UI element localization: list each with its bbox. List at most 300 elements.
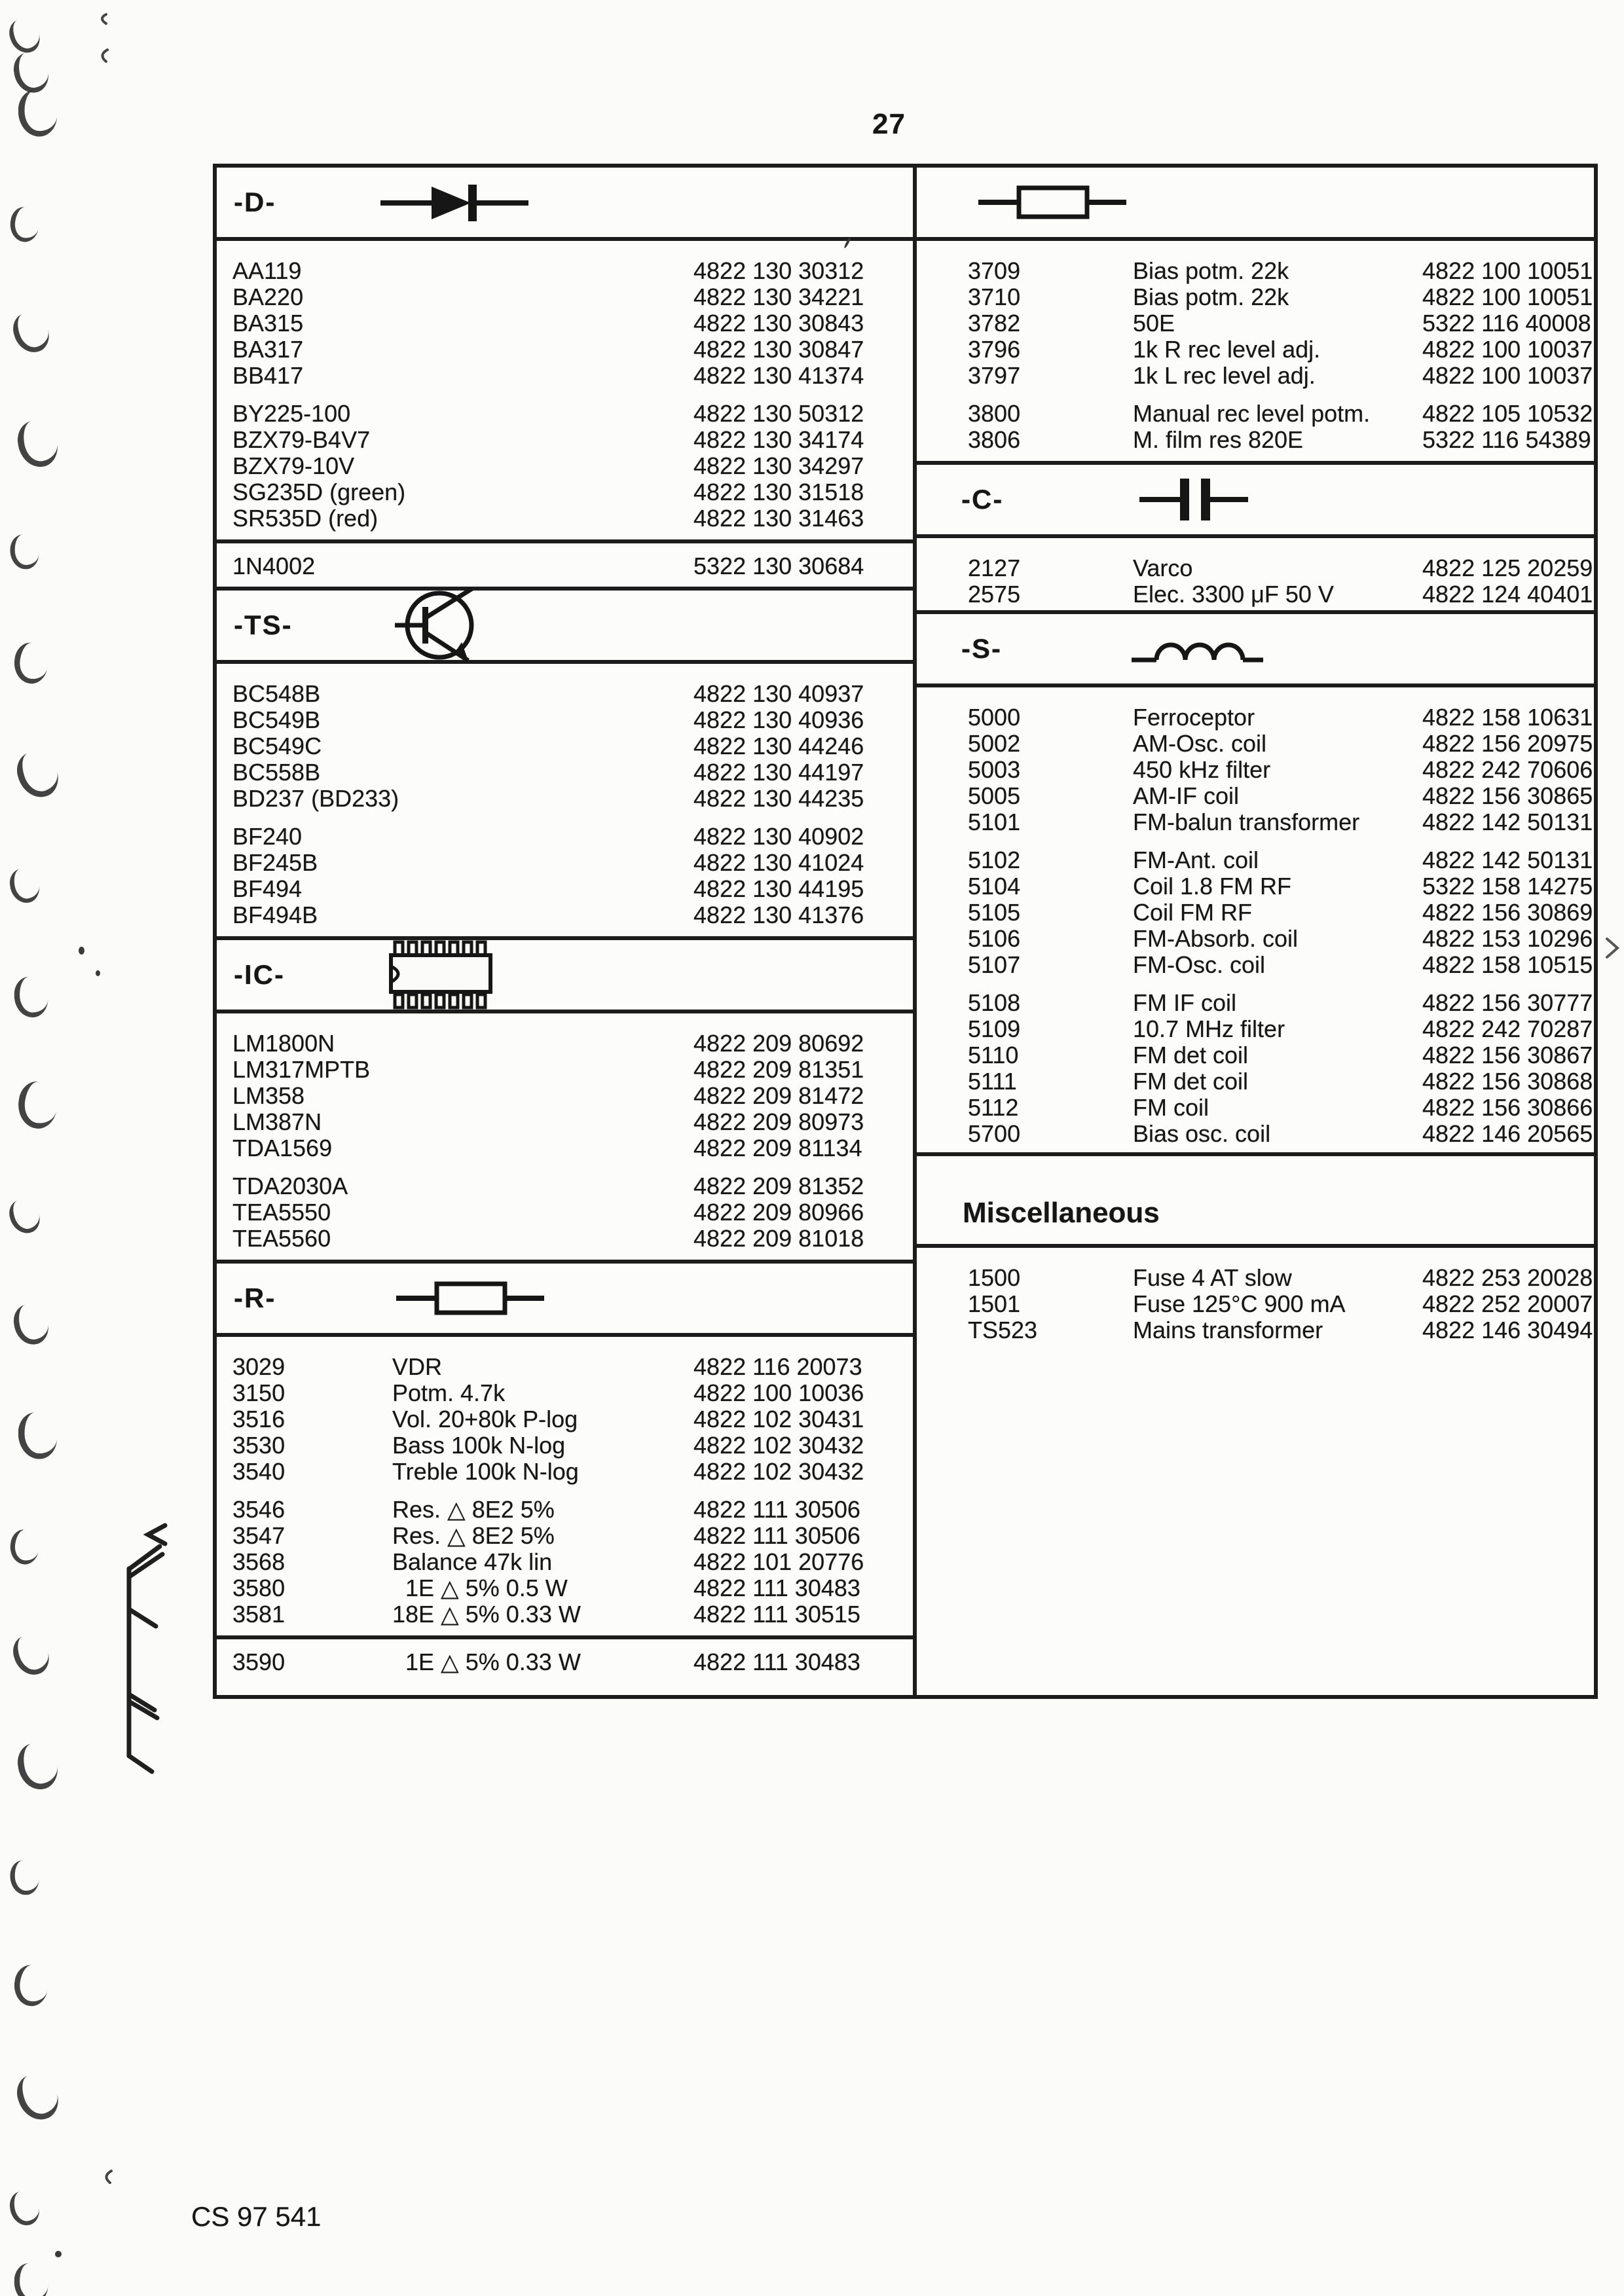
part-ref: 3547 <box>232 1522 286 1549</box>
part-description: Bias osc. coil <box>1133 1120 1271 1147</box>
part-ref: 1500 <box>968 1264 1021 1291</box>
part-ref: 3782 <box>968 310 1021 337</box>
part-row <box>917 1068 1594 1095</box>
part-name: LM387N <box>232 1108 322 1135</box>
part-description: 450 kHz filter <box>1133 756 1271 783</box>
part-description: 1E △ 5% 0.33 W <box>392 1649 581 1675</box>
resistor-symbol-icon <box>977 183 1128 221</box>
binding-mark-artifact <box>15 418 61 470</box>
part-row <box>217 1354 913 1380</box>
part-name: BF494B <box>232 902 318 928</box>
part-description: Res. △ 8E2 5% <box>392 1496 555 1523</box>
part-code: 5322 130 30684 <box>693 553 864 579</box>
part-description: VDR <box>392 1353 443 1380</box>
part-code: 5322 158 14275 <box>1422 873 1593 900</box>
binding-mark-artifact <box>9 308 53 357</box>
part-row <box>917 1016 1594 1042</box>
part-row <box>217 453 913 479</box>
part-ref: 3546 <box>232 1496 286 1523</box>
part-description: Vol. 20+80k P-log <box>392 1406 578 1432</box>
pen-annotation-artifact <box>117 1512 182 1787</box>
part-code: 4822 130 40902 <box>693 823 864 850</box>
part-row <box>217 1575 913 1601</box>
part-name: BB417 <box>232 362 304 389</box>
part-row <box>917 731 1594 757</box>
part-name: BC549B <box>232 706 321 733</box>
part-code: 4822 142 50131 <box>1422 809 1593 835</box>
part-description: Bias potm. 22k <box>1133 257 1289 284</box>
part-name: BC548B <box>232 680 321 707</box>
parts-list-cell <box>217 241 913 543</box>
binding-mark-artifact <box>12 746 64 803</box>
part-ref: 3568 <box>232 1548 286 1575</box>
speck-artifact <box>55 2251 62 2257</box>
part-row <box>917 1042 1594 1068</box>
part-code: 4822 130 40937 <box>693 680 864 707</box>
part-code: 4822 158 10515 <box>1422 951 1593 978</box>
part-row <box>217 258 913 284</box>
part-code: 4822 242 70606 <box>1422 756 1593 783</box>
part-code: 4822 146 20565 <box>1422 1120 1593 1147</box>
part-ref: 5101 <box>968 809 1021 835</box>
part-row <box>217 337 913 363</box>
part-row <box>217 1601 913 1628</box>
part-name: TEA5560 <box>232 1225 331 1252</box>
part-row <box>917 1121 1594 1147</box>
part-ref: 3516 <box>232 1406 286 1432</box>
part-code: 4822 146 30494 <box>1422 1317 1593 1343</box>
parts-list-cell <box>217 1013 913 1264</box>
part-code: 4822 130 34174 <box>693 426 864 453</box>
part-description: Potm. 4.7k <box>392 1379 506 1406</box>
part-ref: 3580 <box>232 1575 286 1601</box>
part-code: 4822 102 30432 <box>693 1458 864 1485</box>
part-row <box>217 1380 913 1406</box>
part-name: SG235D (green) <box>232 479 406 505</box>
part-code: 4822 156 30867 <box>1422 1042 1593 1068</box>
part-ref: 5005 <box>968 782 1021 809</box>
section-label: -S- <box>961 633 1002 664</box>
part-description: Varco <box>1133 555 1193 581</box>
part-description: Coil FM RF <box>1133 899 1252 926</box>
part-ref: 1501 <box>968 1290 1021 1317</box>
binding-mark-artifact <box>5 1195 43 1237</box>
part-ref: 3540 <box>232 1458 286 1485</box>
binding-mark-artifact <box>18 1412 57 1459</box>
part-name: BF240 <box>232 823 303 850</box>
part-name: BD237 (BD233) <box>232 785 399 812</box>
part-row <box>917 757 1594 783</box>
part-description: FM-balun transformer <box>1133 809 1360 835</box>
part-code: 4822 156 30869 <box>1422 899 1593 926</box>
part-code: 4822 209 81018 <box>693 1225 864 1252</box>
part-ref: 5102 <box>968 847 1021 873</box>
part-row <box>217 1549 913 1575</box>
speck-artifact <box>79 947 84 955</box>
part-code: 4822 156 30868 <box>1422 1068 1593 1095</box>
part-code: 4822 209 81351 <box>693 1056 864 1083</box>
part-ref: 3150 <box>232 1379 286 1406</box>
part-ref: 3590 <box>232 1649 286 1675</box>
section-header <box>217 1264 913 1337</box>
part-name: BA315 <box>232 310 304 337</box>
part-row <box>217 681 913 707</box>
part-row <box>217 363 913 389</box>
part-code: 4822 130 40936 <box>693 706 864 733</box>
part-ref: 5003 <box>968 756 1021 783</box>
part-row <box>917 1265 1594 1291</box>
part-description: FM coil <box>1133 1094 1209 1121</box>
section-label: Miscellaneous <box>963 1197 1160 1229</box>
part-row <box>217 1459 913 1485</box>
part-ref: 5108 <box>968 989 1021 1016</box>
inductor-symbol-icon <box>1130 629 1264 668</box>
binding-mark-artifact <box>8 866 42 905</box>
part-row <box>217 1406 913 1432</box>
part-ref: 2127 <box>968 555 1021 581</box>
part-row <box>217 1226 913 1252</box>
part-row <box>917 1317 1594 1343</box>
part-ref: 5107 <box>968 951 1021 978</box>
part-ref: TS523 <box>968 1317 1038 1343</box>
part-ref: 3029 <box>232 1353 286 1380</box>
part-row <box>917 258 1594 284</box>
part-name: BA317 <box>232 336 304 363</box>
binding-mark-artifact <box>8 205 42 244</box>
part-code: 4822 116 20073 <box>693 1353 862 1380</box>
section-label: -D- <box>234 187 276 217</box>
parts-list-cell <box>217 543 913 591</box>
part-row <box>917 926 1594 952</box>
parts-list-cell <box>917 241 1594 465</box>
binding-mark-artifact <box>10 1861 39 1895</box>
part-row <box>217 1030 913 1057</box>
part-row <box>217 505 913 532</box>
part-code: 4822 253 20028 <box>1422 1264 1593 1291</box>
part-ref: 3800 <box>968 400 1021 427</box>
part-description: AM-Osc. coil <box>1133 730 1267 757</box>
part-code: 4822 209 80966 <box>693 1199 864 1226</box>
part-row <box>217 479 913 505</box>
part-row <box>217 284 913 310</box>
part-code: 4822 156 30865 <box>1422 782 1593 809</box>
part-description: 1k L rec level adj. <box>1133 362 1316 389</box>
part-description: FM-Ant. coil <box>1133 847 1259 873</box>
part-code: 4822 124 40401 <box>1422 581 1593 608</box>
part-code: 4822 130 50312 <box>693 400 864 427</box>
part-code: 4822 209 80692 <box>693 1030 864 1057</box>
part-ref: 3709 <box>968 257 1021 284</box>
document-code: CS 97 541 <box>191 2201 322 2232</box>
part-code: 4822 130 30847 <box>693 336 864 363</box>
part-row <box>917 363 1594 389</box>
part-description: 50E <box>1133 310 1175 337</box>
part-code: 4822 111 30483 <box>693 1649 860 1675</box>
part-code: 5322 116 54389 <box>1422 426 1591 453</box>
part-row <box>917 1095 1594 1121</box>
part-description: M. film res 820E <box>1133 426 1304 453</box>
part-ref: 5109 <box>968 1015 1021 1042</box>
part-description: 1E △ 5% 0.5 W <box>392 1575 568 1601</box>
section-label: -R- <box>234 1283 276 1313</box>
part-row <box>217 850 913 876</box>
binding-mark-artifact <box>11 1302 51 1347</box>
part-ref: 3806 <box>968 426 1021 453</box>
section-header <box>217 168 913 241</box>
part-ref: 5105 <box>968 899 1021 926</box>
part-code: 4822 130 34297 <box>693 452 864 479</box>
part-row <box>917 704 1594 731</box>
part-ref: 3581 <box>232 1601 286 1628</box>
parts-list-cell <box>217 664 913 940</box>
speck-artifact <box>96 970 100 976</box>
section-header <box>217 940 913 1013</box>
part-code: 4822 101 20776 <box>693 1548 864 1575</box>
edge-tick-artifact <box>1603 935 1623 961</box>
part-code: 4822 111 30483 <box>693 1575 860 1601</box>
squiggle-artifact <box>94 2164 120 2197</box>
part-row <box>917 581 1594 608</box>
part-row <box>917 284 1594 310</box>
part-row <box>217 427 913 453</box>
parts-list-cell <box>917 687 1594 1156</box>
binding-mark-artifact <box>14 977 48 1017</box>
part-description: AM-IF coil <box>1133 782 1239 809</box>
part-code: 4822 209 80973 <box>693 1108 864 1135</box>
part-row <box>217 759 913 786</box>
section-header <box>917 168 1594 241</box>
part-ref: 5700 <box>968 1120 1021 1147</box>
parts-table <box>213 164 1598 1699</box>
section-header <box>917 1156 1594 1248</box>
part-code: 4822 242 70287 <box>1422 1015 1593 1042</box>
part-code: 4822 153 10296 <box>1422 925 1593 952</box>
part-name: BA220 <box>232 283 304 310</box>
part-row <box>217 707 913 733</box>
part-name: LM1800N <box>232 1030 335 1057</box>
part-ref: 5104 <box>968 873 1021 900</box>
part-code: 4822 105 10532 <box>1422 400 1593 427</box>
part-ref: 5112 <box>968 1094 1019 1121</box>
part-code: 4822 100 10051 <box>1422 257 1593 284</box>
part-code: 4822 130 30843 <box>693 310 864 337</box>
part-ref: 3796 <box>968 336 1021 363</box>
part-name: BZX79-10V <box>232 452 355 479</box>
part-row <box>917 401 1594 427</box>
part-description: Ferroceptor <box>1133 704 1255 731</box>
part-row <box>917 427 1594 453</box>
part-code: 4822 130 34221 <box>693 283 864 310</box>
part-row <box>217 401 913 427</box>
part-name: AA119 <box>232 257 302 284</box>
part-row <box>217 310 913 337</box>
section-header <box>917 614 1594 687</box>
part-row <box>217 1109 913 1135</box>
binding-mark-artifact <box>18 90 57 136</box>
part-code: 4822 158 10631 <box>1422 704 1593 731</box>
part-row <box>217 1523 913 1549</box>
part-description: 10.7 MHz filter <box>1133 1015 1285 1042</box>
part-name: TEA5550 <box>232 1199 331 1226</box>
section-label: -IC- <box>234 959 285 990</box>
part-description: Treble 100k N-log <box>392 1458 579 1485</box>
part-code: 5322 116 40008 <box>1422 310 1591 337</box>
part-description: 1k R rec level adj. <box>1133 336 1321 363</box>
binding-mark-artifact <box>14 2263 48 2296</box>
binding-mark-artifact <box>5 15 43 57</box>
part-code: 4822 130 44246 <box>693 733 864 759</box>
part-code: 4822 100 10036 <box>693 1379 864 1406</box>
part-ref: 3530 <box>232 1432 286 1459</box>
part-row <box>217 876 913 902</box>
part-code: 4822 102 30431 <box>693 1406 864 1432</box>
part-row <box>217 1083 913 1109</box>
part-description: 18E △ 5% 0.33 W <box>392 1601 581 1628</box>
binding-mark-artifact <box>15 1079 61 1131</box>
part-row <box>217 1432 913 1459</box>
part-description: FM det coil <box>1133 1068 1249 1095</box>
part-description: Balance 47k lin <box>392 1548 553 1575</box>
part-name: BF494 <box>232 875 303 902</box>
part-row <box>917 873 1594 900</box>
parts-list-cell <box>917 1248 1594 1353</box>
section-label: -TS- <box>234 610 293 640</box>
part-code: 4822 130 44197 <box>693 759 864 786</box>
part-code: 4822 142 50131 <box>1422 847 1593 873</box>
part-ref: 3797 <box>968 362 1021 389</box>
squiggle-artifact <box>90 9 117 68</box>
part-description: Bias potm. 22k <box>1133 283 1289 310</box>
diode-symbol-icon <box>379 181 530 223</box>
part-ref: 5106 <box>968 925 1021 952</box>
part-name: BY225-100 <box>232 400 351 427</box>
part-row <box>217 902 913 928</box>
parts-list-cell <box>917 538 1594 614</box>
part-ref: 5111 <box>968 1068 1017 1095</box>
part-code: 4822 100 10051 <box>1422 283 1593 310</box>
part-name: BC549C <box>232 733 322 759</box>
part-row <box>217 1497 913 1523</box>
binding-mark-artifact <box>10 535 39 570</box>
part-row <box>917 900 1594 926</box>
part-name: BF245B <box>232 849 318 876</box>
part-name: LM317MPTB <box>232 1056 371 1083</box>
binding-mark-artifact <box>15 1740 61 1793</box>
part-description: FM det coil <box>1133 1042 1249 1068</box>
part-name: BC558B <box>232 759 321 786</box>
parts-list-cell <box>217 1337 913 1639</box>
part-description: Coil 1.8 FM RF <box>1133 873 1292 900</box>
part-code: 4822 130 41376 <box>693 902 864 928</box>
parts-column-right <box>913 168 1594 1695</box>
part-code: 4822 156 20975 <box>1422 730 1593 757</box>
part-row <box>917 555 1594 581</box>
part-code: 4822 100 10037 <box>1422 336 1593 363</box>
part-row <box>217 733 913 759</box>
part-row <box>917 847 1594 873</box>
binding-mark-artifact <box>11 50 51 95</box>
part-code: 4822 209 81472 <box>693 1082 864 1109</box>
part-code: 4822 156 30866 <box>1422 1094 1593 1121</box>
part-description: FM-Osc. coil <box>1133 951 1265 978</box>
ic-symbol-icon <box>388 939 493 1011</box>
part-row <box>917 310 1594 337</box>
part-name: 1N4002 <box>232 553 316 579</box>
part-code: 4822 130 31463 <box>693 505 864 532</box>
part-code: 4822 209 81134 <box>693 1135 862 1161</box>
binding-mark-artifact <box>9 1631 53 1680</box>
part-row <box>217 824 913 850</box>
part-code: 4822 111 30506 <box>693 1496 860 1523</box>
part-description: Bass 100k N-log <box>392 1432 566 1459</box>
binding-mark-artifact <box>8 1527 42 1566</box>
part-row <box>217 1173 913 1199</box>
part-code: 4822 130 41024 <box>693 849 864 876</box>
part-row <box>217 553 913 579</box>
capacitor-symbol-icon <box>1138 475 1249 524</box>
section-header <box>917 465 1594 538</box>
part-code: 4822 252 20007 <box>1422 1290 1593 1317</box>
part-ref: 5000 <box>968 704 1021 731</box>
part-row <box>217 1199 913 1226</box>
part-ref: 3710 <box>968 283 1021 310</box>
binding-mark-artifact <box>8 2189 42 2227</box>
transistor-symbol-icon <box>394 585 492 666</box>
part-description: FM-Absorb. coil <box>1133 925 1299 952</box>
part-name: BZX79-B4V7 <box>232 426 371 453</box>
part-ref: 2575 <box>968 581 1021 608</box>
parts-column-left <box>217 168 913 1695</box>
part-code: 4822 100 10037 <box>1422 362 1593 389</box>
part-name: SR535D (red) <box>232 505 378 532</box>
part-row <box>917 952 1594 978</box>
part-name: TDA1569 <box>232 1135 333 1161</box>
part-code: 4822 102 30432 <box>693 1432 864 1459</box>
part-row <box>217 1057 913 1083</box>
part-code: 4822 130 44195 <box>693 875 864 902</box>
part-code: 4822 209 81352 <box>693 1173 864 1199</box>
part-row <box>917 809 1594 835</box>
part-row <box>917 990 1594 1016</box>
empty-cell <box>917 1353 1594 1695</box>
part-description: FM IF coil <box>1133 989 1236 1016</box>
section-header <box>217 591 913 664</box>
part-row <box>917 1291 1594 1317</box>
part-row <box>917 337 1594 363</box>
part-code: 4822 156 30777 <box>1422 989 1593 1016</box>
part-row <box>917 783 1594 809</box>
part-row <box>217 1135 913 1161</box>
part-code: 4822 130 41374 <box>693 362 864 389</box>
part-code: 4822 130 44235 <box>693 785 864 812</box>
part-description: Elec. 3300 μF 50 V <box>1133 581 1334 608</box>
parts-list-cell <box>217 1639 913 1695</box>
part-code: 4822 130 31518 <box>693 479 864 505</box>
part-ref: 5110 <box>968 1042 1019 1068</box>
part-code: 4822 125 20259 <box>1422 555 1593 581</box>
part-name: TDA2030A <box>232 1173 348 1199</box>
binding-mark-artifact <box>11 1963 51 2008</box>
part-row <box>217 786 913 812</box>
page-number: 27 <box>872 108 906 140</box>
part-name: LM358 <box>232 1082 305 1109</box>
part-description: Res. △ 8E2 5% <box>392 1522 555 1549</box>
section-label: -C- <box>961 484 1004 515</box>
part-description: Manual rec level potm. <box>1133 400 1371 427</box>
binding-mark-artifact <box>12 2069 64 2125</box>
part-description: Mains transformer <box>1133 1317 1323 1343</box>
part-description: Fuse 4 AT slow <box>1133 1264 1292 1291</box>
